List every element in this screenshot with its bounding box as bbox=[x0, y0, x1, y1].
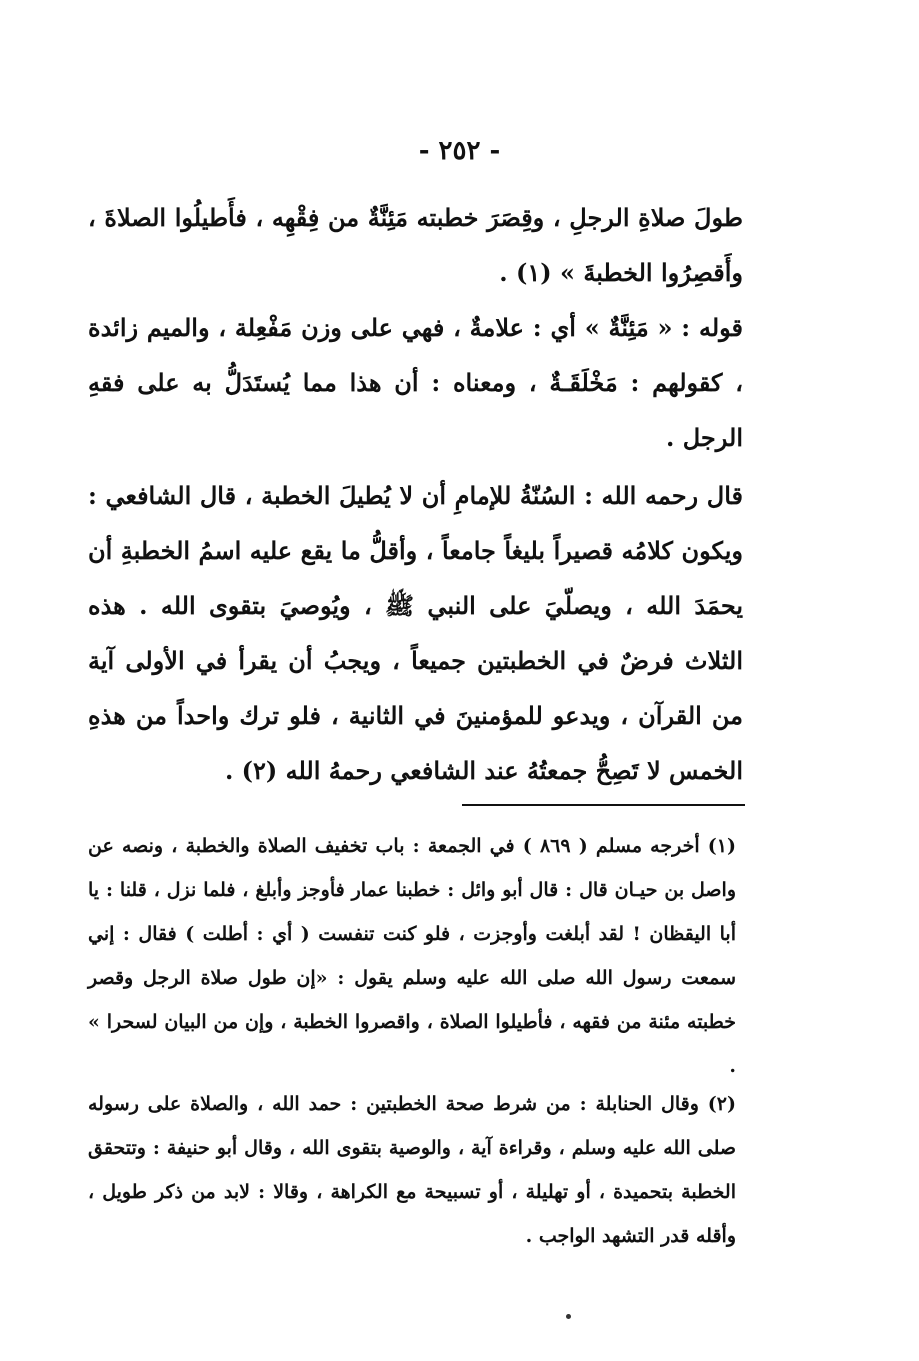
page-number: - ٢٥٢ - bbox=[418, 136, 501, 166]
body-paragraph-commentary bbox=[88, 300, 743, 465]
footnote-text: (٢) وقال الحنابلة : من شرط صحة الخطبتين : حمد الله ، والصلاة على رسوله صلى الله عليه وسلم ، وقراءة آية ، والوصية بتقوى الله ، وقال أبو حنيفة : وتتحقق الخطبة بتحميدة ، أو تهليلة ، أو تسبيحة مع الكراهة ، وقالا : لابد من ذكر طويل ، وأقله قدر التشهد الواجب . bbox=[88, 1093, 736, 1247]
paragraph-text: قوله : « مَئِنَّةٌ » أي : علامةٌ ، فهي على وزن مَفْعِلة ، والميم زائدة ، كقولهم : مَخْلَقَـةٌ ، ومعناه : أن هذا مما يُستَدَلُّ به على فقهِ الرجل . bbox=[88, 313, 743, 452]
scan-speck bbox=[566, 1314, 571, 1319]
footnote-1 bbox=[88, 824, 736, 1088]
paragraph-text: قال رحمه الله : السُنّةُ للإمامِ أن لا يُطيلَ الخطبة ، قال الشافعي : ويكون كلامُه قصيراً بليغاً جامعاً ، وأقلُّ ما يقع عليه اسمُ الخطبةِ أن يحمَدَ الله ، ويصلّيَ على النبي ﷺ ، ويُوصيَ بتقوى الله . هذه الثلاث فرضٌ في الخطبتين جميعاً ، ويجبُ أن يقرأ في الأولى آية من القرآن ، ويدعو للمؤمنينَ في الثانية ، فلو ترك واحداً من هذهِ الخمس لا تَصِحُّ جمعتُهُ عند الشافعي رحمهُ الله (٢) . bbox=[88, 481, 743, 785]
footnote-text: (١) أخرجه مسلم ( ٨٦٩ ) في الجمعة : باب تخفيف الصلاة والخطبة ، ونصه عن واصل بن حيـان قال : قال أبو وائل : خطبنا عمار فأوجز وأبلغ ، فلما نزل ، قلنا : يا أبا اليقظان ! لقد أبلغت وأوجزت ، فلو كنت تنفست ( أي : أطلت ) فقال : إني سمعت رسول الله صلى الله عليه وسلم يقول : «إن طول صلاة الرجل وقصر خطبته مئنة من فقهه ، فأطيلوا الصلاة ، واقصروا الخطبة ، وإن من البيان لسحرا » . bbox=[88, 835, 736, 1077]
body-paragraph-ruling bbox=[88, 468, 743, 798]
paragraph-text: طولَ صلاةِ الرجلِ ، وقِصَرَ خطبته مَئِنَّةٌ من فِقْهِه ، فأَطيلُوا الصلاةَ ، وأَقصِرُوا الخطبةَ » (١) . bbox=[88, 203, 743, 287]
footnote-divider bbox=[462, 804, 745, 806]
footnote-2 bbox=[88, 1082, 736, 1258]
body-paragraph-continuation bbox=[88, 190, 743, 300]
